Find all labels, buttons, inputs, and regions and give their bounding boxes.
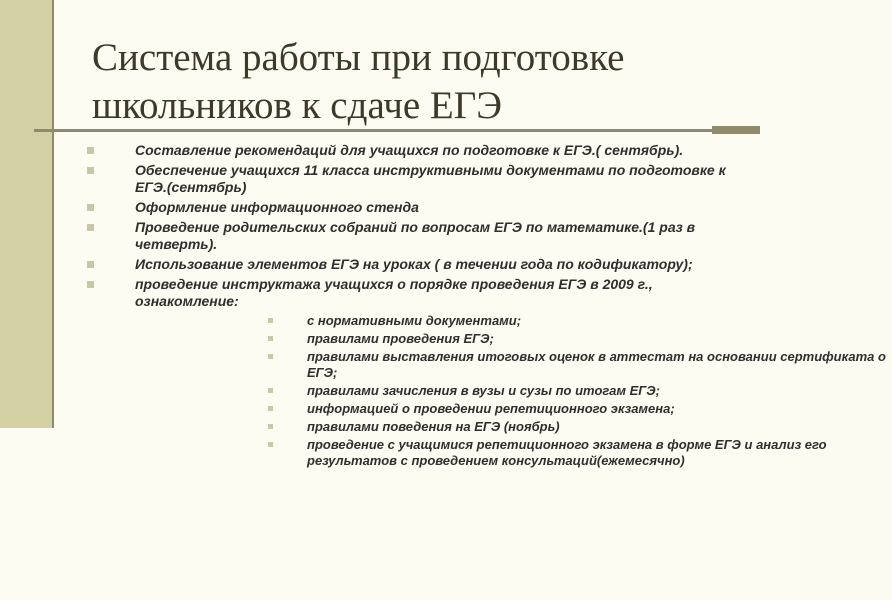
small-square-bullet-icon <box>268 388 273 393</box>
sub-bullet-item <box>135 313 892 329</box>
square-bullet-icon <box>87 281 94 288</box>
bullet-text: Использование элементов ЕГЭ на уроках ( в течении года по кодификатору); <box>135 256 693 272</box>
main-bullet-list <box>0 142 886 469</box>
bullet-text: Оформление информационного стенда <box>135 199 419 215</box>
small-square-bullet-icon <box>268 354 273 359</box>
title-divider <box>34 129 760 132</box>
sub-bullet-item <box>135 401 892 417</box>
sub-bullet-text: правилами проведения ЕГЭ; <box>307 331 494 346</box>
small-square-bullet-icon <box>268 424 273 429</box>
bullet-item <box>0 162 745 196</box>
sub-bullet-item <box>135 419 892 435</box>
slide-content <box>0 142 886 472</box>
bullet-item <box>0 276 886 469</box>
sub-bullet-text: проведение с учащимися репетиционного экзамена в форме ЕГЭ и анализ его результатов с проведением консультаций(ежемесячно) <box>307 437 827 468</box>
sub-bullet-list <box>135 313 886 469</box>
small-square-bullet-icon <box>268 442 273 447</box>
sub-bullet-text: информацией о проведении репетиционного экзамена; <box>307 401 675 416</box>
sub-bullet-text: правилами выставления итоговых оценок в аттестат на основании сертификата о ЕГЭ; <box>307 349 886 380</box>
small-square-bullet-icon <box>268 406 273 411</box>
sub-bullet-item <box>135 349 892 381</box>
title-line-2: школьников к сдаче ЕГЭ <box>92 84 502 127</box>
square-bullet-icon <box>87 167 94 174</box>
bullet-item <box>0 142 745 159</box>
sub-bullet-text: правилами поведения на ЕГЭ (ноябрь) <box>307 419 560 434</box>
title-line-1: Система работы при подготовке <box>92 36 625 79</box>
bullet-item <box>0 199 745 216</box>
title-divider-end <box>712 126 760 134</box>
small-square-bullet-icon <box>268 318 273 323</box>
sub-bullet-item <box>135 331 892 347</box>
square-bullet-icon <box>87 224 94 231</box>
small-square-bullet-icon <box>268 336 273 341</box>
sub-bullet-item <box>135 437 892 469</box>
bullet-item <box>0 256 745 273</box>
page-title <box>92 34 772 130</box>
square-bullet-icon <box>87 204 94 211</box>
bullet-text: Проведение родительских собраний по вопросам ЕГЭ по математике.(1 раз в четверть). <box>135 219 696 252</box>
bullet-text: Обеспечение учащихся 11 класса инструктивными документами по подготовке к ЕГЭ.(сентябрь) <box>135 162 726 195</box>
sub-bullet-item <box>135 383 892 399</box>
bullet-item <box>0 219 745 253</box>
bullet-text: Составление рекомендаций для учащихся по подготовке к ЕГЭ.( сентябрь). <box>135 142 684 158</box>
square-bullet-icon <box>87 147 94 154</box>
sub-bullet-text: правилами зачисления в вузы и сузы по итогам ЕГЭ; <box>307 383 660 398</box>
square-bullet-icon <box>87 261 94 268</box>
sub-bullet-text: с нормативными документами; <box>307 313 522 328</box>
bullet-text: проведение инструктажа учащихся о порядке проведения ЕГЭ в 2009 г., ознакомление: <box>135 276 653 309</box>
